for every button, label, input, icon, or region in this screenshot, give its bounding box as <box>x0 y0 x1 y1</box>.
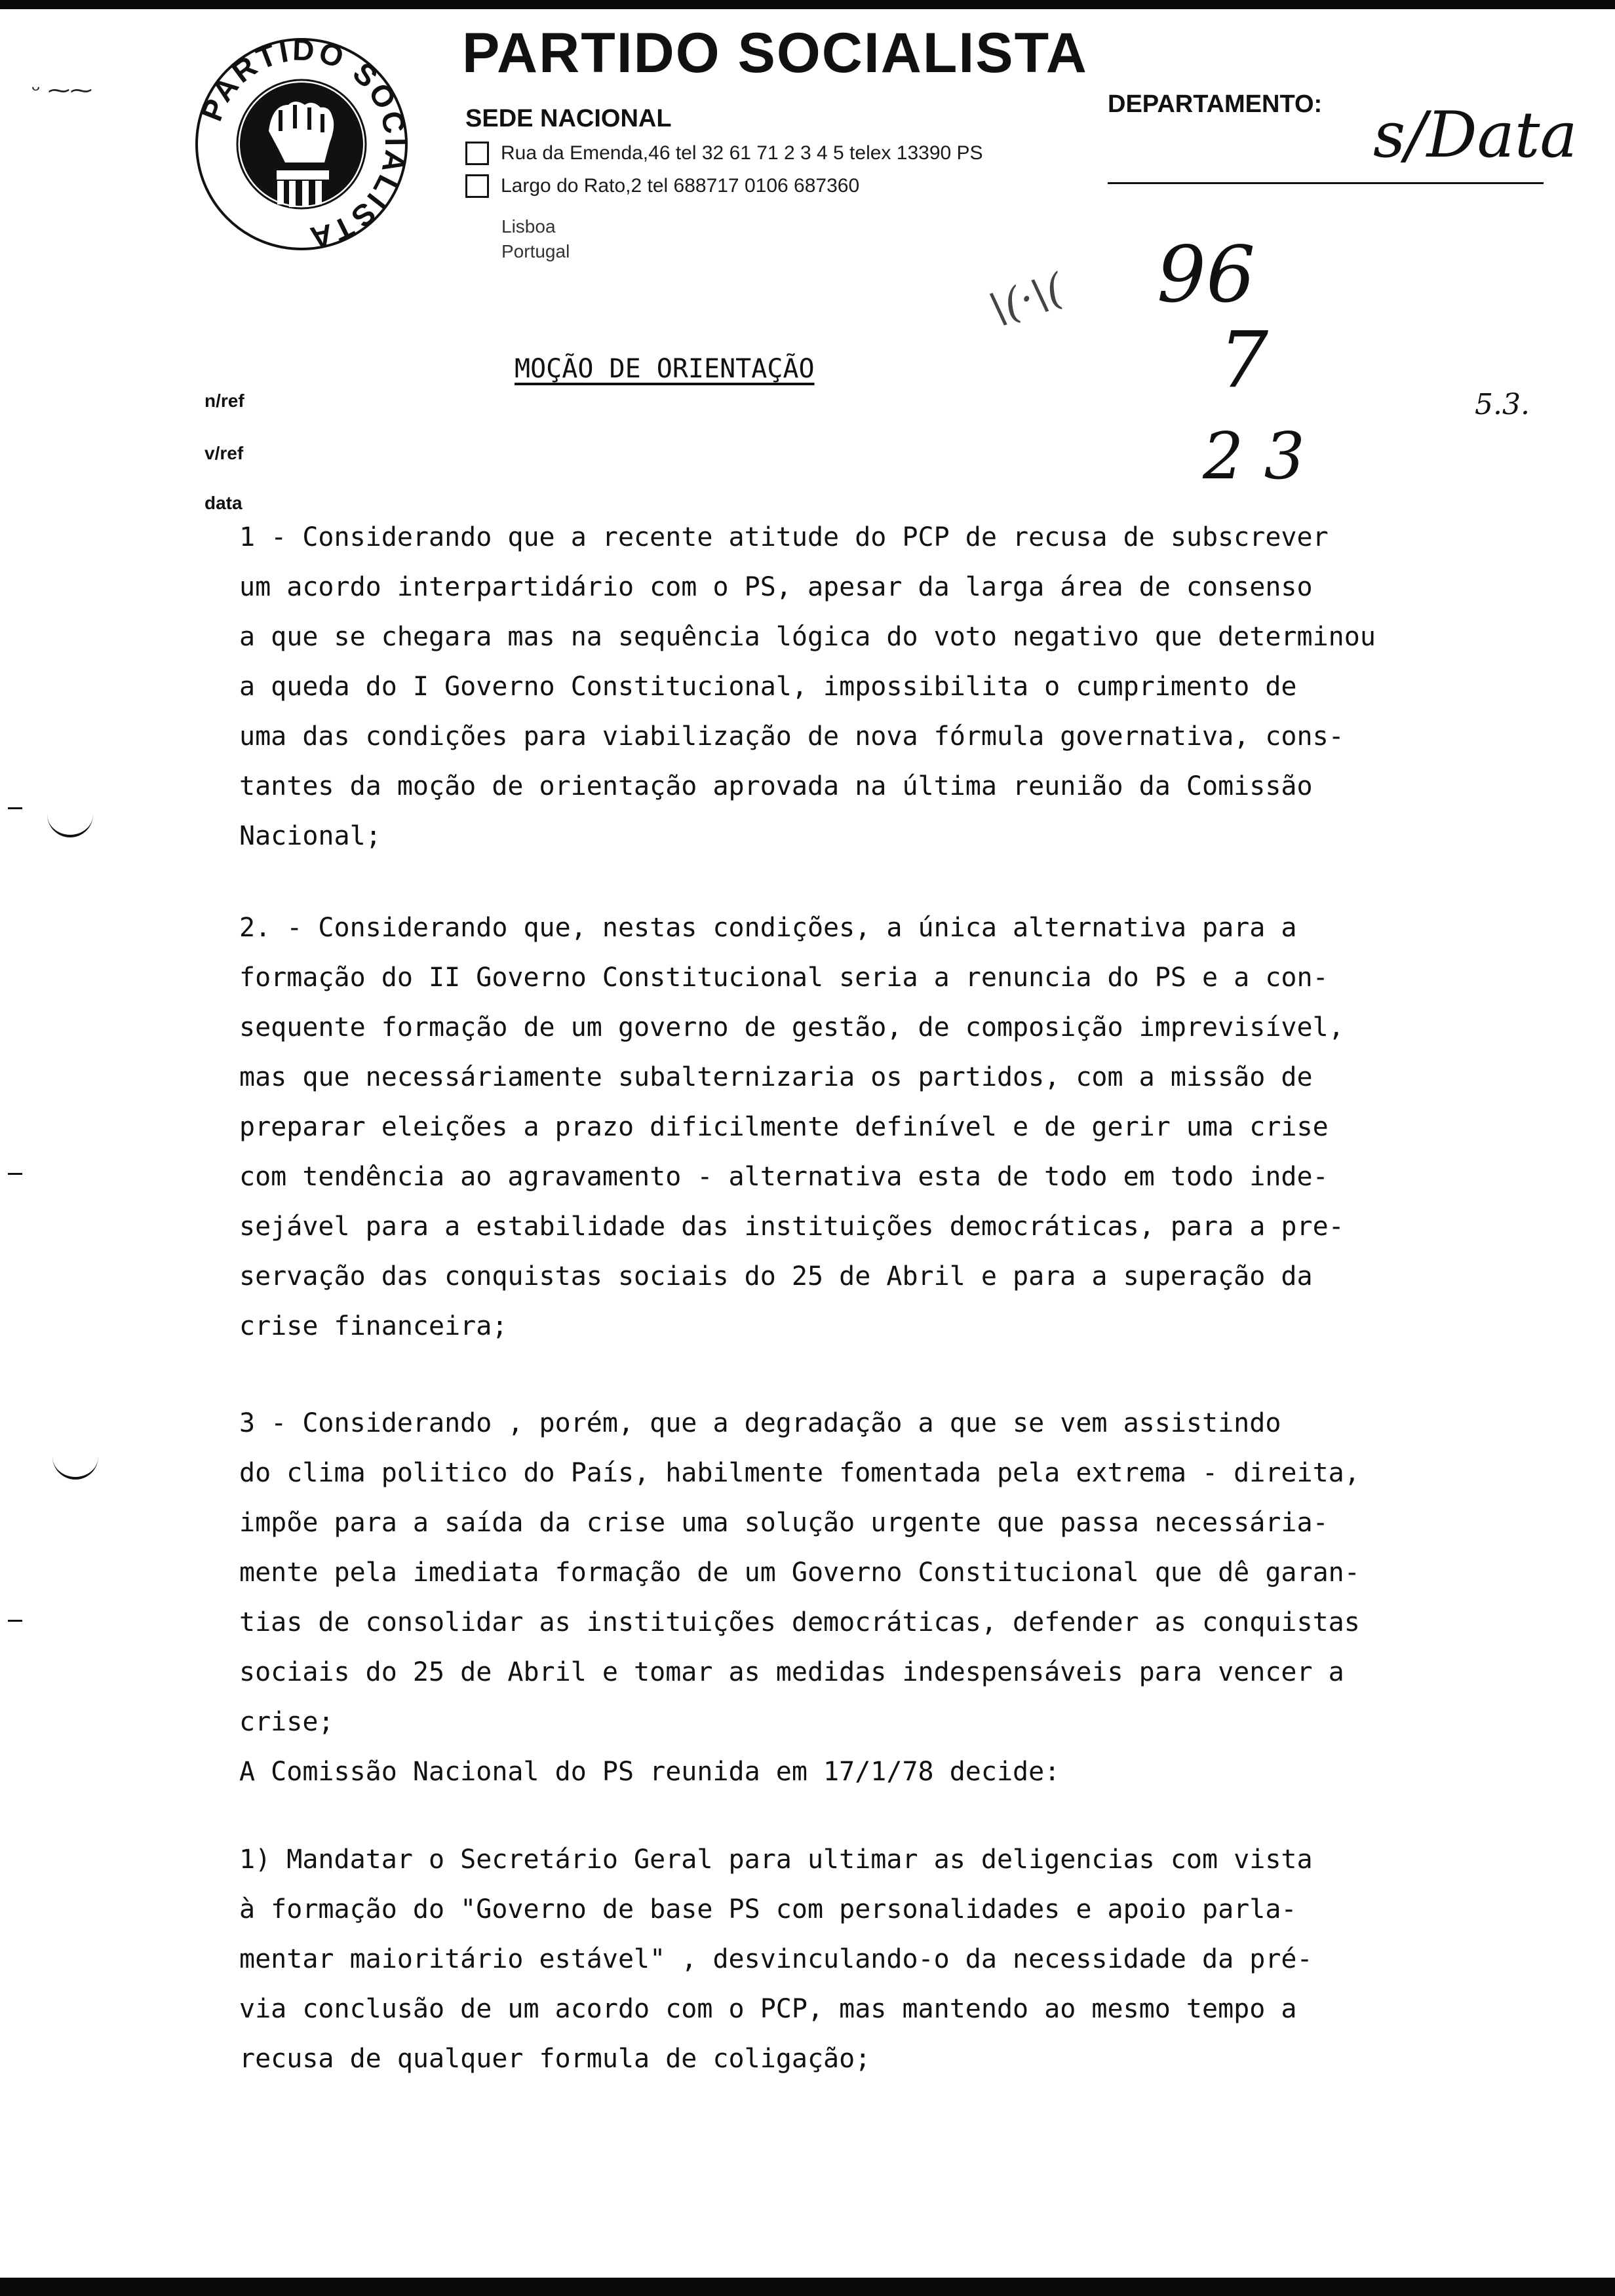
handwritten-right-note: 5.3. <box>1475 388 1530 421</box>
handwritten-number-7: 7 <box>1219 315 1269 405</box>
sede-nacional-label: SEDE NACIONAL <box>465 105 672 132</box>
fist-rose-icon <box>240 83 363 207</box>
label-data: data <box>204 493 243 513</box>
address-2-checkbox[interactable] <box>465 174 489 198</box>
paragraph-line: recusa de qualquer formula de coligação; <box>239 2044 871 2074</box>
paragraph-line: mentar maioritário estável" , desvinculando-o da necessidade da pré- <box>239 1944 1313 1974</box>
paragraph-line: com tendência ao agravamento - alternativa esta de todo em todo inde- <box>239 1162 1329 1192</box>
handwritten-departamento-value: s/Data <box>1373 98 1578 172</box>
party-name: PARTIDO SOCIALISTA <box>462 22 1088 85</box>
margin-curve-mark <box>52 1455 98 1480</box>
margin-tick <box>8 807 22 809</box>
margin-tick <box>8 1620 22 1622</box>
page-border-top <box>0 0 1615 9</box>
page-border-bottom <box>0 2278 1615 2296</box>
handwritten-scribble: \(·\( <box>984 265 1070 334</box>
paragraph-line: sequente formação de um governo de gestão, de composição imprevisível, <box>239 1012 1344 1043</box>
city-text: Lisboa <box>501 216 556 237</box>
paragraph-line: impõe para a saída da crise uma solução urgente que passa necessária- <box>239 1508 1329 1538</box>
paragraph-1 <box>239 512 1426 861</box>
paragraph-line: formação do II Governo Constitucional seria a renuncia do PS e a con- <box>239 963 1329 993</box>
paragraph-4 <box>239 1835 1426 2084</box>
departamento-label: DEPARTAMENTO: <box>1108 90 1323 118</box>
logo-ring-text: PARTIDO SOCIALISTA <box>194 33 413 256</box>
paragraph-line: do clima politico do País, habilmente fomentada pela extrema - direita, <box>239 1458 1360 1488</box>
paragraph-line: tias de consolidar as instituições democráticas, defender as conquistas <box>239 1607 1360 1637</box>
paragraph-line: sejável para a estabilidade das instituições democráticas, para a pre- <box>239 1212 1344 1242</box>
paragraph-line: crise financeira; <box>239 1311 508 1341</box>
paragraph-line: crise; <box>239 1707 334 1737</box>
paragraph-line: tantes da moção de orientação aprovada na última reunião da Comissão <box>239 771 1313 801</box>
paragraph-line: uma das condições para viabilização de nova fórmula governativa, cons- <box>239 721 1344 752</box>
label-nref: n/ref <box>204 391 244 411</box>
address-line-1 <box>465 142 983 165</box>
paragraph-2 <box>239 903 1426 1351</box>
paragraph-line: via conclusão de um acordo com o PCP, mas mantendo ao mesmo tempo a <box>239 1994 1297 2024</box>
departamento-underline <box>1108 182 1544 184</box>
label-vref: v/ref <box>204 443 244 463</box>
paragraph-line: a queda do I Governo Constitucional, impossibilita o cumprimento de <box>239 672 1297 702</box>
margin-tick <box>8 1173 22 1175</box>
paragraph-line: à formação do "Governo de base PS com personalidades e apoio parla- <box>239 1894 1297 1924</box>
paragraph-line: mas que necessáriamente subalternizaria os partidos, com a missão de <box>239 1062 1313 1092</box>
handwritten-number-96: 96 <box>1157 229 1256 320</box>
paragraph-line: sociais do 25 de Abril e tomar as medidas indespensáveis para vencer a <box>239 1657 1344 1687</box>
paragraph-line: preparar eleições a prazo dificilmente definível e de gerir uma crise <box>239 1112 1329 1142</box>
paragraph-line: mente pela imediata formação de um Governo Constitucional que dê garan- <box>239 1558 1360 1588</box>
party-logo <box>190 33 413 256</box>
address-2-text: Largo do Rato,2 tel 688717 0106 687360 <box>501 175 860 197</box>
paragraph-line: 1 - Considerando que a recente atitude do PCP de recusa de subscrever <box>239 522 1329 552</box>
document-title: MOÇÃO DE ORIENTAÇÃO <box>515 354 815 384</box>
address-line-2 <box>465 174 859 198</box>
paragraph-line: um acordo interpartidário com o PS, apesar da larga área de consenso <box>239 572 1313 602</box>
paragraph-line: servação das conquistas sociais do 25 de Abril e para a superação da <box>239 1261 1313 1292</box>
paragraph-line: Nacional; <box>239 821 381 851</box>
country-text: Portugal <box>501 241 570 261</box>
address-1-checkbox[interactable] <box>465 142 489 165</box>
paragraph-line: a que se chegara mas na sequência lógica do voto negativo que determinou <box>239 622 1376 652</box>
corner-scan-mark: ᵕ ⁓⁓ <box>31 77 92 104</box>
paragraph-line: 2. - Considerando que, nestas condições, a única alternativa para a <box>239 913 1297 943</box>
address-1-text: Rua da Emenda,46 tel 32 61 71 2 3 4 5 telex 13390 PS <box>501 142 983 164</box>
handwritten-number-23: 2 3 <box>1203 419 1305 494</box>
paragraph-3 <box>239 1398 1426 1797</box>
paragraph-line: 1) Mandatar o Secretário Geral para ultimar as deligencias com vista <box>239 1845 1313 1875</box>
margin-curve-mark <box>47 813 93 837</box>
paragraph-line: A Comissão Nacional do PS reunida em 17/1/78 decide: <box>239 1757 1060 1787</box>
paragraph-line: 3 - Considerando , porém, que a degradação a que se vem assistindo <box>239 1408 1281 1438</box>
